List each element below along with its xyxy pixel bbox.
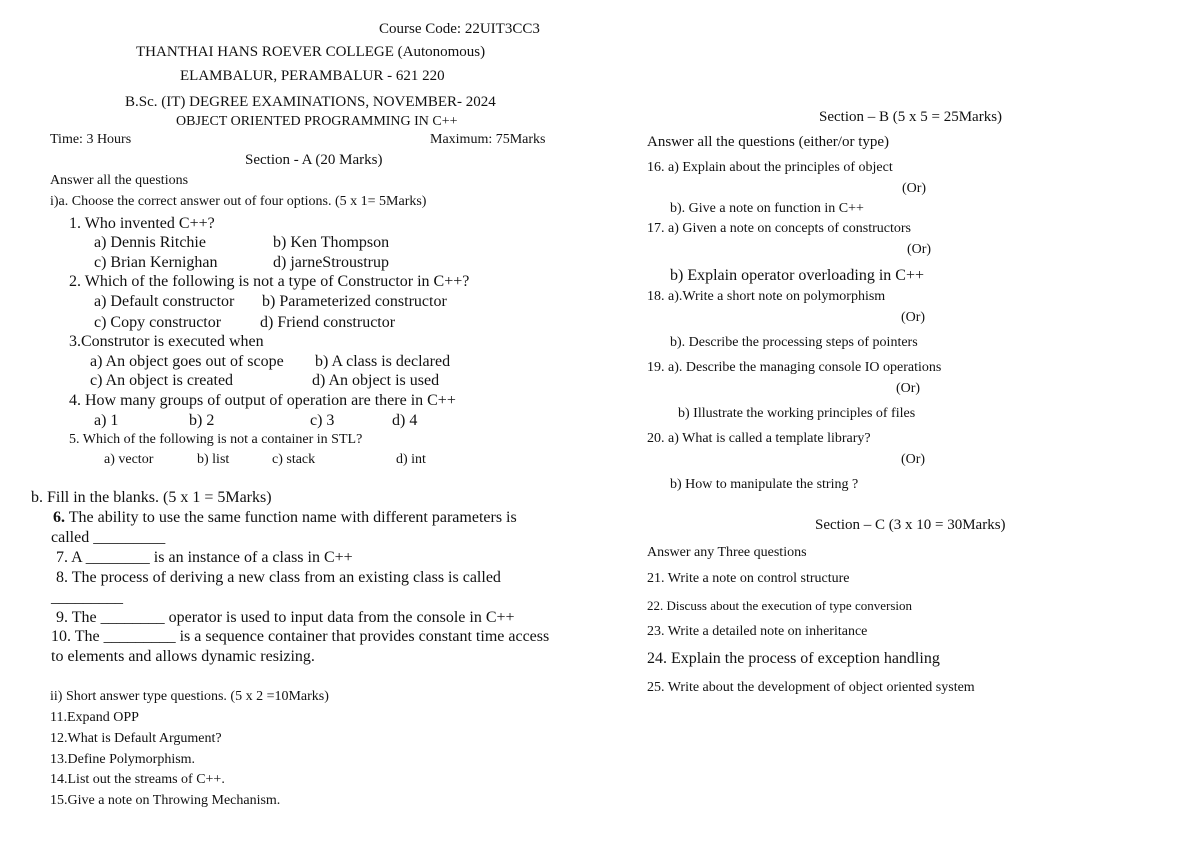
mcq-option: c) An object is created (90, 372, 234, 389)
short-question: 14.List out the streams of C++. (50, 772, 225, 787)
mcq-option: a) Dennis Ritchie (94, 234, 206, 251)
long-question-23: 23. Write a detailed note on inheritance (647, 624, 868, 639)
essay-question-17a: 17. a) Given a note on concepts of constructors (647, 221, 911, 236)
long-question-21: 21. Write a note on control structure (647, 571, 850, 586)
or-label: (Or) (896, 381, 921, 396)
essay-question-18b: b). Describe the processing steps of pointers (670, 335, 918, 350)
college-address: ELAMBALUR, PERAMBALUR - 621 220 (180, 68, 445, 84)
essay-question-19a: 19. a). Describe the managing console IO operations (647, 360, 942, 375)
mcq-option: c) stack (272, 452, 316, 467)
max-marks: Maximum: 75Marks (430, 132, 546, 147)
or-label: (Or) (907, 242, 932, 257)
fill-question-8-cont: _________ (51, 589, 123, 606)
mcq-option: d) jarneStroustrup (273, 254, 389, 271)
section-c-instruction: Answer any Three questions (647, 545, 807, 560)
mcq-option: b) 2 (189, 412, 215, 429)
essay-question-18a: 18. a).Write a short note on polymorphism (647, 289, 886, 304)
short-question: 15.Give a note on Throwing Mechanism. (50, 793, 281, 808)
mcq-option: a) 1 (94, 412, 119, 429)
exam-time: Time: 3 Hours (50, 132, 132, 147)
or-label: (Or) (901, 452, 926, 467)
mcq-option: d) Friend constructor (260, 314, 396, 331)
mcq-question: 1. Who invented C++? (69, 215, 215, 232)
fill-blanks-heading: b. Fill in the blanks. (5 x 1 = 5Marks) (31, 489, 272, 506)
mcq-option: c) Brian Kernighan (94, 254, 218, 271)
section-b-instruction: Answer all the questions (either/or type) (647, 134, 890, 150)
long-question-25: 25. Write about the development of object oriented system (647, 680, 975, 695)
or-label: (Or) (901, 310, 926, 325)
mcq-option: a) vector (104, 452, 154, 467)
essay-question-16b: b). Give a note on function in C++ (670, 201, 864, 216)
short-question: 11.Expand OPP (50, 710, 139, 725)
mcq-option: a) Default constructor (94, 293, 235, 310)
fill-question-6-cont: called _________ (51, 529, 166, 546)
long-question-24: 24. Explain the process of exception handling (647, 650, 940, 667)
mcq-question: 4. How many groups of output of operation are there in C++ (69, 392, 456, 409)
mcq-question: 5. Which of the following is not a container in STL? (69, 432, 363, 447)
mcq-option: b) Parameterized constructor (262, 293, 447, 310)
short-question: 13.Define Polymorphism. (50, 752, 196, 767)
exam-title: B.Sc. (IT) DEGREE EXAMINATIONS, NOVEMBER- 2024 (125, 94, 496, 110)
mcq-option: c) 3 (310, 412, 335, 429)
mcq-option: d) An object is used (312, 372, 440, 389)
part-i-heading: i)a. Choose the correct answer out of four options. (5 x 1= 5Marks) (50, 194, 427, 209)
fill-question-7: 7. A ________ is an instance of a class in C++ (56, 549, 353, 566)
mcq-question: 2. Which of the following is not a type of Constructor in C++? (69, 273, 470, 290)
fill-question-8: 8. The process of deriving a new class from an existing class is called (56, 569, 501, 586)
course-code: Course Code: 22UIT3CC3 (379, 21, 540, 37)
short-question: 12.What is Default Argument? (50, 731, 222, 746)
essay-question-16a: 16. a) Explain about the principles of object (647, 160, 893, 175)
or-label: (Or) (902, 181, 927, 196)
fill-question-6 (53, 510, 517, 526)
mcq-option: a) An object goes out of scope (90, 353, 284, 370)
essay-question-17b: b) Explain operator overloading in C++ (670, 267, 924, 284)
fill-question-10-cont: to elements and allows dynamic resizing. (51, 648, 315, 665)
section-a-instruction: Answer all the questions (50, 173, 189, 188)
essay-question-19b: b) Illustrate the working principles of files (678, 406, 916, 421)
section-a-title: Section - A (20 Marks) (245, 152, 383, 168)
long-question-22: 22. Discuss about the execution of type conversion (647, 598, 912, 613)
mcq-option: b) Ken Thompson (273, 234, 390, 251)
mcq-question: 3.Construtor is executed when (69, 333, 264, 350)
mcq-option: d) int (396, 452, 426, 467)
fill-question-9: 9. The ________ operator is used to input data from the console in C++ (56, 609, 515, 626)
fill-question-6-number: 6. (53, 509, 65, 526)
college-name: THANTHAI HANS ROEVER COLLEGE (Autonomous) (136, 44, 486, 60)
mcq-option: c) Copy constructor (94, 314, 222, 331)
essay-question-20b: b) How to manipulate the string ? (670, 477, 859, 492)
mcq-option: b) list (197, 452, 230, 467)
mcq-option: d) 4 (392, 412, 418, 429)
part-ii-heading: ii) Short answer type questions. (5 x 2 =10Marks) (50, 689, 329, 704)
section-c-title: Section – C (3 x 10 = 30Marks) (815, 517, 1006, 533)
fill-question-6-text: The ability to use the same function name with different parameters is (65, 509, 517, 526)
subject-title: OBJECT ORIENTED PROGRAMMING IN C++ (176, 114, 458, 129)
essay-question-20a: 20. a) What is called a template library? (647, 431, 871, 446)
fill-question-10: 10. The _________ is a sequence container that provides constant time access (51, 628, 550, 645)
mcq-option: b) A class is declared (315, 353, 451, 370)
section-b-title: Section – B (5 x 5 = 25Marks) (819, 109, 1003, 125)
